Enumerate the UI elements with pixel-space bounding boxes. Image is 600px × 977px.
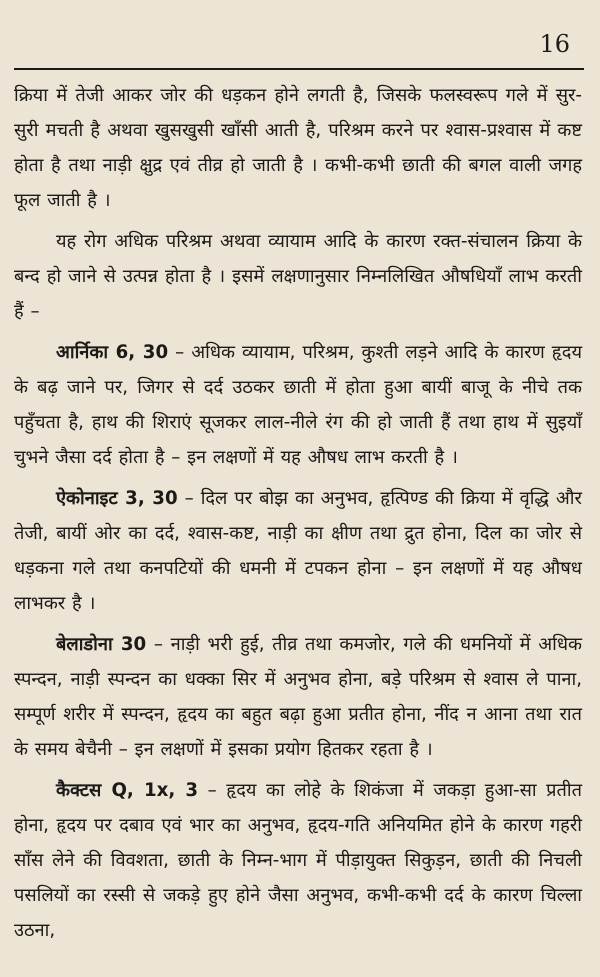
remedy-name: आर्निका 6, 30 — [56, 342, 169, 363]
remedy-paragraph — [14, 773, 582, 948]
remedy-description: – हृदय का लोहे के शिकंजा में जकड़ा हुआ-सा प्रतीत होना, हृदय पर दबाव एवं भार का अनुभव, हृदय-गति अनियमित होने के कारण गहरी साँस लेने की विवशता, छाती के निम्न-भाग में पीड़ायुक्त सिकुड़न, छाती की निचली पसलियों का रस्सी से जकड़े हुए होने जैसा अनुभव, कभी-कभी दर्द के कारण चिल्ला उठना, — [14, 780, 582, 941]
body-paragraph: यह रोग अधिक परिश्रम अथवा व्यायाम आदि के कारण रक्त-संचालन क्रिया के बन्द हो जाने से उत्पन्न होता है । इसमें लक्षणानुसार निम्नलिखित औषधियाँ लाभ करती हैं – — [14, 231, 582, 322]
page-body — [14, 78, 582, 948]
remedy-name: ऐकोनाइट 3, 30 — [56, 488, 178, 509]
remedy-description: – अधिक व्यायाम, परिश्रम, कुश्ती लड़ने आदि के कारण हृदय के बढ़ जाने पर, जिगर से दर्द उठकर छाती में होता हुआ बायीं बाजू के नीचे तक पहुँचता है, हाथ की शिराएं सूजकर लाल-नीले रंग की हो जाती हैं तथा हाथ में सुइयाँ चुभने जैसा दर्द होता है – इन लक्षणों में यह औषध लाभ करती है । — [14, 342, 582, 468]
remedy-description: – नाड़ी भरी हुई, तीव्र तथा कमजोर, गले की धमनियों में अधिक स्पन्दन, नाड़ी स्पन्दन का धक्का सिर में अनुभव होना, बड़े परिश्रम से श्वास ले पाना, सम्पूर्ण शरीर में स्पन्दन, हृदय का बहुत बढ़ा हुआ प्रतीत होना, नींद न आना तथा रात के समय बेचैनी – इन लक्षणों में इसका प्रयोग हितकर रहता है । — [14, 634, 582, 760]
remedy-name: बेलाडोना 30 — [56, 634, 147, 655]
body-paragraph: क्रिया में तेजी आकर जोर की धड़कन होने लगती है, जिसके फलस्वरूप गले में सुर-सुरी मचती है अथवा खुसखुसी खाँसी आती है, परिश्रम करने पर श्वास-प्रश्वास में कष्ट होता है तथा नाड़ी क्षुद्र एवं तीव्र हो जाती है । कभी-कभी छाती की बगल वाली जगह फूल जाती है । — [14, 85, 582, 211]
remedy-description: – दिल पर बोझ का अनुभव, हृत्पिण्ड की क्रिया में वृद्धि और तेजी, बायीं ओर का दर्द, श्वास-कष्ट, नाड़ी का क्षीण तथा द्रुत होना, दिल का जोर से धड़कना गले तथा कनपटियों की धमनी में टपकन होना – इन लक्षणों में यह औषध लाभकर है । — [14, 488, 582, 614]
remedy-name: कैक्टस Q, 1x, 3 — [56, 780, 199, 801]
remedy-paragraph — [14, 481, 582, 621]
page-number: 16 — [539, 30, 570, 58]
header-rule — [14, 68, 584, 70]
remedy-paragraph — [14, 627, 582, 767]
remedy-paragraph — [14, 335, 582, 475]
